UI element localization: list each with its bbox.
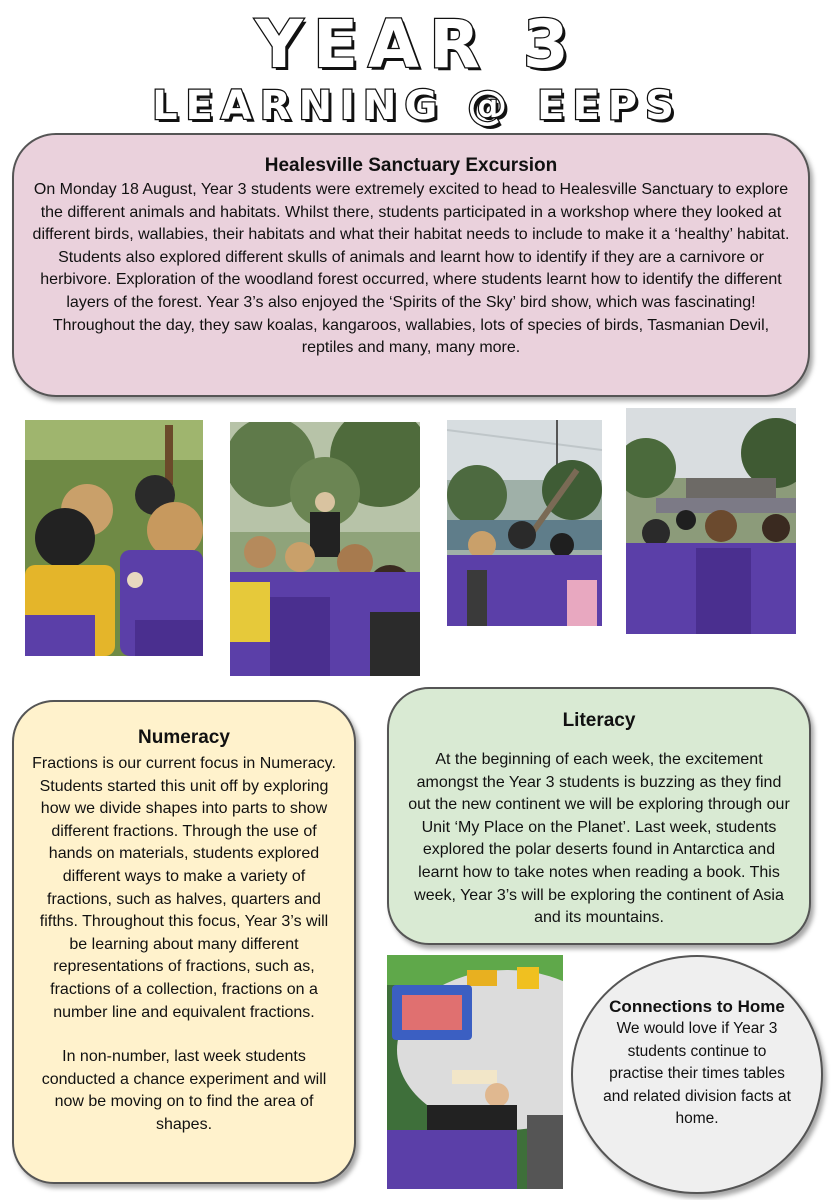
numeracy-heading: Numeracy <box>138 727 230 748</box>
connections-body: We would love if Year 3 students continue to practise their times tables and related division facts at home. <box>603 1020 791 1127</box>
numeracy-section <box>12 700 356 1184</box>
title-year-3: YEAR 3 <box>255 6 579 83</box>
excursion-body: On Monday 18 August, Year 3 students were extremely excited to head to Healesville Sanctuary to explore the different animals and habitats. Whilst there, students participated in a workshop where they looked at different birds, wallabies, their habitats and what their habitat needs to include to make it a ‘healthy’ habitat. Students also explored different skulls of animals and learnt how to identify if they are a carnivore or herbivore. Exploration of the woodland forest occurred, where students learnt how to identify the different layers of the forest. Year 3’s also enjoyed the ‘Spirits of the Sky’ bird show, which was fascinating! Throughout the day, they saw koalas, kangaroos, wallabies, lots of species of birds, Tasmanian Devil, reptiles and many, many more. <box>32 181 790 357</box>
connections-heading: Connections to Home <box>609 997 785 1016</box>
excursion-heading: Healesville Sanctuary Excursion <box>264 155 558 176</box>
literacy-heading: Literacy <box>562 710 636 731</box>
photo-bird-show <box>626 408 796 634</box>
connections-section <box>571 955 823 1194</box>
photo-students-skulls <box>25 420 203 656</box>
excursion-section <box>12 133 810 397</box>
newsletter-title <box>0 8 834 130</box>
title-learning-at-eeps: LEARNING @ EEPS <box>152 83 682 129</box>
photo-fractions-activity <box>387 955 563 1189</box>
literacy-body: At the beginning of each week, the excitement amongst the Year 3 students is buzzing as they find out the new continent we will be exploring through our Unit ‘My Place on the Planet’. Last week, students explored the polar deserts found in Antarctica and learnt how to take notes when reading a book. This week, Year 3’s will be exploring the continent of Asia and its mountains. <box>408 751 790 927</box>
literacy-section <box>387 687 811 945</box>
photo-aviary <box>447 420 602 626</box>
photo-students-forest <box>230 422 420 676</box>
numeracy-body: Fractions is our current focus in Numeracy. Students started this unit off by exploring how we divide shapes into parts to show different fractions. Through the use of hands on materials, students explored different ways to make a variety of fractions, such as halves, quarters and fifths. Throughout this focus, Year 3’s will be learning about many different representations of fractions, such as, fractions of a collection, fractions on a number line and equivalent fractions. <box>32 755 336 1021</box>
numeracy-non-number: In non-number, last week students conducted a chance experiment and will now be moving on to find the area of shapes. <box>41 1048 327 1133</box>
